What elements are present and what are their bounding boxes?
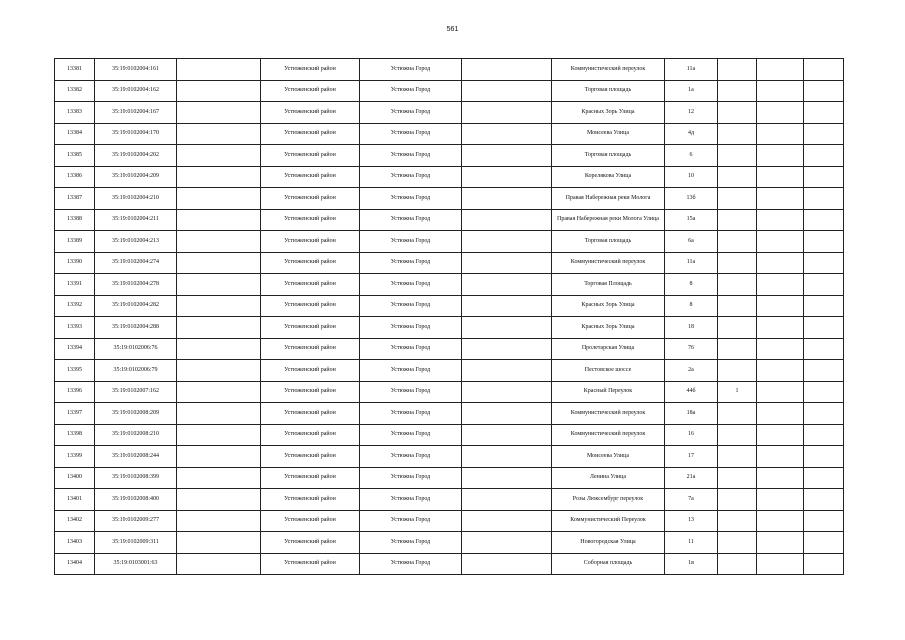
empty-cell [757,123,804,145]
row-number-cell: 13391 [55,274,95,296]
row-number-cell: 13395 [55,360,95,382]
empty-cell [804,510,844,532]
cadastral-number-cell: 35:19:0102004:202 [95,145,177,167]
cadastral-number-cell: 35:19:0102004:209 [95,166,177,188]
table-row [55,80,844,102]
extra-number-cell [718,446,757,468]
street-cell: Корелякова Улица [552,166,665,188]
street-cell: Коммунистический переулок [552,403,665,425]
extra-number-cell [718,295,757,317]
empty-cell [462,403,552,425]
cadastral-number-cell: 35:19:0102004:213 [95,231,177,253]
empty-cell [177,553,261,575]
extra-number-cell [718,209,757,231]
empty-cell [757,295,804,317]
table-row [55,360,844,382]
city-cell: Устюжна Город [360,489,462,511]
table-row [55,424,844,446]
extra-number-cell [718,317,757,339]
city-cell: Устюжна Город [360,274,462,296]
empty-cell [177,166,261,188]
extra-number-cell [718,510,757,532]
table-row [55,123,844,145]
city-cell: Устюжна Город [360,360,462,382]
empty-cell [804,295,844,317]
street-cell: Пестовское шоссе [552,360,665,382]
house-number-cell: 16 [665,424,718,446]
district-cell: Устюженский район [261,123,360,145]
empty-cell [462,209,552,231]
street-cell: Торговая площадь [552,145,665,167]
empty-cell [757,209,804,231]
empty-cell [757,80,804,102]
empty-cell [462,446,552,468]
street-cell: Соборная площадь [552,553,665,575]
extra-number-cell [718,338,757,360]
cadastral-number-cell: 35:19:0102008:399 [95,467,177,489]
empty-cell [757,446,804,468]
empty-cell [804,403,844,425]
empty-cell [757,403,804,425]
empty-cell [757,274,804,296]
empty-cell [177,80,261,102]
extra-number-cell [718,553,757,575]
empty-cell [462,317,552,339]
empty-cell [804,80,844,102]
city-cell: Устюжна Город [360,145,462,167]
empty-cell [177,532,261,554]
city-cell: Устюжна Город [360,424,462,446]
empty-cell [804,489,844,511]
empty-cell [462,123,552,145]
district-cell: Устюженский район [261,188,360,210]
extra-number-cell [718,252,757,274]
district-cell: Устюженский район [261,446,360,468]
cadastral-number-cell: 35:19:0102004:162 [95,80,177,102]
empty-cell [177,317,261,339]
city-cell: Устюжна Город [360,532,462,554]
empty-cell [177,360,261,382]
empty-cell [462,510,552,532]
cadastral-number-cell: 35:19:0102006:76 [95,338,177,360]
extra-number-cell [718,145,757,167]
district-cell: Устюженский район [261,166,360,188]
empty-cell [462,489,552,511]
house-number-cell: 76 [665,338,718,360]
row-number-cell: 13392 [55,295,95,317]
cadastral-number-cell: 35:19:0102004:288 [95,317,177,339]
table-row [55,317,844,339]
city-cell: Устюжна Город [360,381,462,403]
table-row [55,510,844,532]
table-row [55,403,844,425]
cadastral-number-cell: 35:19:0102004:282 [95,295,177,317]
empty-cell [804,274,844,296]
table-row [55,467,844,489]
empty-cell [462,231,552,253]
row-number-cell: 13389 [55,231,95,253]
street-cell: Торговая Площадь [552,274,665,296]
empty-cell [804,381,844,403]
extra-number-cell [718,424,757,446]
empty-cell [757,553,804,575]
cadastral-number-cell: 35:19:0102004:167 [95,102,177,124]
table-row [55,145,844,167]
page-number: 561 [446,26,459,33]
extra-number-cell [718,231,757,253]
table-body [55,59,844,575]
empty-cell [757,188,804,210]
street-cell: Пролетарская Улица [552,338,665,360]
city-cell: Устюжна Город [360,338,462,360]
empty-cell [462,274,552,296]
house-number-cell: 11а [665,252,718,274]
empty-cell [462,381,552,403]
empty-cell [757,424,804,446]
row-number-cell: 13382 [55,80,95,102]
empty-cell [177,510,261,532]
house-number-cell: 8 [665,295,718,317]
cadastral-number-cell: 35:19:0102008:209 [95,403,177,425]
city-cell: Устюжна Город [360,166,462,188]
street-cell: Ленина Улица [552,467,665,489]
house-number-cell: 6а [665,231,718,253]
house-number-cell: 17 [665,446,718,468]
street-cell: Правая Набережная реки Молога Улица [552,209,665,231]
house-number-cell: 1а [665,80,718,102]
house-number-cell: 12 [665,102,718,124]
extra-number-cell: 1 [718,381,757,403]
house-number-cell: 11 [665,532,718,554]
row-number-cell: 13401 [55,489,95,511]
empty-cell [757,231,804,253]
city-cell: Устюжна Город [360,510,462,532]
empty-cell [804,532,844,554]
cadastral-number-cell: 35:19:0102009:277 [95,510,177,532]
table-row [55,59,844,81]
empty-cell [757,381,804,403]
city-cell: Устюжна Город [360,317,462,339]
table-row [55,166,844,188]
cadastral-number-cell: 35:19:0102008:400 [95,489,177,511]
row-number-cell: 13400 [55,467,95,489]
empty-cell [462,145,552,167]
house-number-cell: 10 [665,166,718,188]
house-number-cell: 11а [665,59,718,81]
empty-cell [804,360,844,382]
empty-cell [177,209,261,231]
row-number-cell: 13403 [55,532,95,554]
district-cell: Устюженский район [261,553,360,575]
empty-cell [177,424,261,446]
extra-number-cell [718,403,757,425]
house-number-cell: 1в [665,553,718,575]
district-cell: Устюженский район [261,360,360,382]
cadastral-number-cell: 35:19:0102004:211 [95,209,177,231]
extra-number-cell [718,532,757,554]
empty-cell [804,467,844,489]
empty-cell [177,489,261,511]
empty-cell [804,446,844,468]
empty-cell [177,381,261,403]
empty-cell [804,317,844,339]
row-number-cell: 13394 [55,338,95,360]
house-number-cell: 18 [665,317,718,339]
city-cell: Устюжна Город [360,102,462,124]
empty-cell [804,424,844,446]
empty-cell [177,467,261,489]
table-row [55,102,844,124]
empty-cell [462,295,552,317]
empty-cell [757,252,804,274]
empty-cell [804,188,844,210]
empty-cell [177,145,261,167]
extra-number-cell [718,59,757,81]
house-number-cell: 18а [665,403,718,425]
row-number-cell: 13402 [55,510,95,532]
street-cell: Красных Зорь Улица [552,317,665,339]
empty-cell [462,338,552,360]
row-number-cell: 13388 [55,209,95,231]
empty-cell [757,102,804,124]
house-number-cell: 4д [665,123,718,145]
empty-cell [804,166,844,188]
city-cell: Устюжна Город [360,553,462,575]
house-number-cell: 44б [665,381,718,403]
street-cell: Торговая площадь [552,80,665,102]
empty-cell [804,209,844,231]
city-cell: Устюжна Город [360,209,462,231]
row-number-cell: 13398 [55,424,95,446]
table-row [55,188,844,210]
empty-cell [757,489,804,511]
empty-cell [177,274,261,296]
city-cell: Устюжна Город [360,231,462,253]
district-cell: Устюженский район [261,467,360,489]
table-row [55,532,844,554]
city-cell: Устюжна Город [360,123,462,145]
empty-cell [177,446,261,468]
extra-number-cell [718,166,757,188]
empty-cell [757,166,804,188]
cadastral-number-cell: 35:19:0102004:278 [95,274,177,296]
empty-cell [804,123,844,145]
row-number-cell: 13387 [55,188,95,210]
registry-table [54,58,844,575]
extra-number-cell [718,102,757,124]
table-row [55,446,844,468]
district-cell: Устюженский район [261,80,360,102]
house-number-cell: 15а [665,209,718,231]
district-cell: Устюженский район [261,274,360,296]
city-cell: Устюжна Город [360,403,462,425]
house-number-cell: 13б [665,188,718,210]
empty-cell [757,145,804,167]
district-cell: Устюженский район [261,532,360,554]
empty-cell [462,424,552,446]
house-number-cell: 6 [665,145,718,167]
row-number-cell: 13396 [55,381,95,403]
house-number-cell: 13 [665,510,718,532]
street-cell: Коммунистический переулок [552,424,665,446]
extra-number-cell [718,467,757,489]
empty-cell [804,338,844,360]
empty-cell [757,338,804,360]
city-cell: Устюжна Город [360,80,462,102]
table-row [55,252,844,274]
empty-cell [462,467,552,489]
house-number-cell: 7а [665,489,718,511]
row-number-cell: 13404 [55,553,95,575]
row-number-cell: 13393 [55,317,95,339]
street-cell: Торговая площадь [552,231,665,253]
empty-cell [462,532,552,554]
empty-cell [804,145,844,167]
city-cell: Устюжна Город [360,59,462,81]
cadastral-number-cell: 35:19:0102004:274 [95,252,177,274]
row-number-cell: 13390 [55,252,95,274]
empty-cell [757,59,804,81]
empty-cell [177,231,261,253]
street-cell: Коммунистический переулок [552,252,665,274]
house-number-cell: 2а [665,360,718,382]
table-row [55,295,844,317]
row-number-cell: 13399 [55,446,95,468]
street-cell: Моисеева Улица [552,446,665,468]
table-row [55,338,844,360]
empty-cell [804,231,844,253]
empty-cell [804,553,844,575]
street-cell: Красных Зорь Улица [552,102,665,124]
district-cell: Устюженский район [261,209,360,231]
city-cell: Устюжна Город [360,467,462,489]
district-cell: Устюженский район [261,381,360,403]
street-cell: Коммунистический переулок [552,59,665,81]
empty-cell [177,188,261,210]
district-cell: Устюженский район [261,403,360,425]
empty-cell [462,188,552,210]
extra-number-cell [718,489,757,511]
row-number-cell: 13385 [55,145,95,167]
street-cell: Розы Люксембург переулок [552,489,665,511]
empty-cell [462,102,552,124]
table-row [55,489,844,511]
cadastral-number-cell: 35:19:0102008:244 [95,446,177,468]
row-number-cell: 13381 [55,59,95,81]
city-cell: Устюжна Город [360,252,462,274]
row-number-cell: 13397 [55,403,95,425]
empty-cell [462,553,552,575]
table-row [55,274,844,296]
row-number-cell: 13383 [55,102,95,124]
empty-cell [177,252,261,274]
street-cell: Моисеева Улица [552,123,665,145]
empty-cell [177,403,261,425]
row-number-cell: 13386 [55,166,95,188]
empty-cell [757,510,804,532]
district-cell: Устюженский район [261,252,360,274]
district-cell: Устюженский район [261,317,360,339]
empty-cell [177,59,261,81]
district-cell: Устюженский район [261,424,360,446]
city-cell: Устюжна Город [360,295,462,317]
empty-cell [757,467,804,489]
street-cell: Коммунистический Переулок [552,510,665,532]
cadastral-number-cell: 35:19:0102008:210 [95,424,177,446]
cadastral-number-cell: 35:19:0102009:311 [95,532,177,554]
empty-cell [757,532,804,554]
street-cell: Новогородская Улица [552,532,665,554]
house-number-cell: 21а [665,467,718,489]
district-cell: Устюженский район [261,489,360,511]
extra-number-cell [718,80,757,102]
house-number-cell: 8 [665,274,718,296]
empty-cell [177,338,261,360]
empty-cell [757,360,804,382]
district-cell: Устюженский район [261,145,360,167]
empty-cell [804,252,844,274]
extra-number-cell [718,188,757,210]
empty-cell [804,59,844,81]
cadastral-number-cell: 35:19:0102007:162 [95,381,177,403]
district-cell: Устюженский район [261,102,360,124]
city-cell: Устюжна Город [360,188,462,210]
district-cell: Устюженский район [261,338,360,360]
district-cell: Устюженский район [261,295,360,317]
empty-cell [177,102,261,124]
empty-cell [177,295,261,317]
table-row [55,553,844,575]
cadastral-number-cell: 35:19:0102004:210 [95,188,177,210]
empty-cell [462,360,552,382]
empty-cell [462,166,552,188]
empty-cell [462,252,552,274]
cadastral-number-cell: 35:19:0102006:79 [95,360,177,382]
empty-cell [804,102,844,124]
empty-cell [177,123,261,145]
district-cell: Устюженский район [261,510,360,532]
extra-number-cell [718,123,757,145]
cadastral-number-cell: 35:19:0102004:161 [95,59,177,81]
empty-cell [462,59,552,81]
city-cell: Устюжна Город [360,446,462,468]
extra-number-cell [718,274,757,296]
extra-number-cell [718,360,757,382]
empty-cell [757,317,804,339]
table-row [55,381,844,403]
street-cell: Красных Зорь Улица [552,295,665,317]
table-row [55,209,844,231]
table-row [55,231,844,253]
cadastral-number-cell: 35:19:0102004:170 [95,123,177,145]
street-cell: Красный Переулок [552,381,665,403]
district-cell: Устюженский район [261,231,360,253]
cadastral-number-cell: 35:19:0103001:63 [95,553,177,575]
district-cell: Устюженский район [261,59,360,81]
empty-cell [462,80,552,102]
street-cell: Правая Набережная реки Молога [552,188,665,210]
row-number-cell: 13384 [55,123,95,145]
